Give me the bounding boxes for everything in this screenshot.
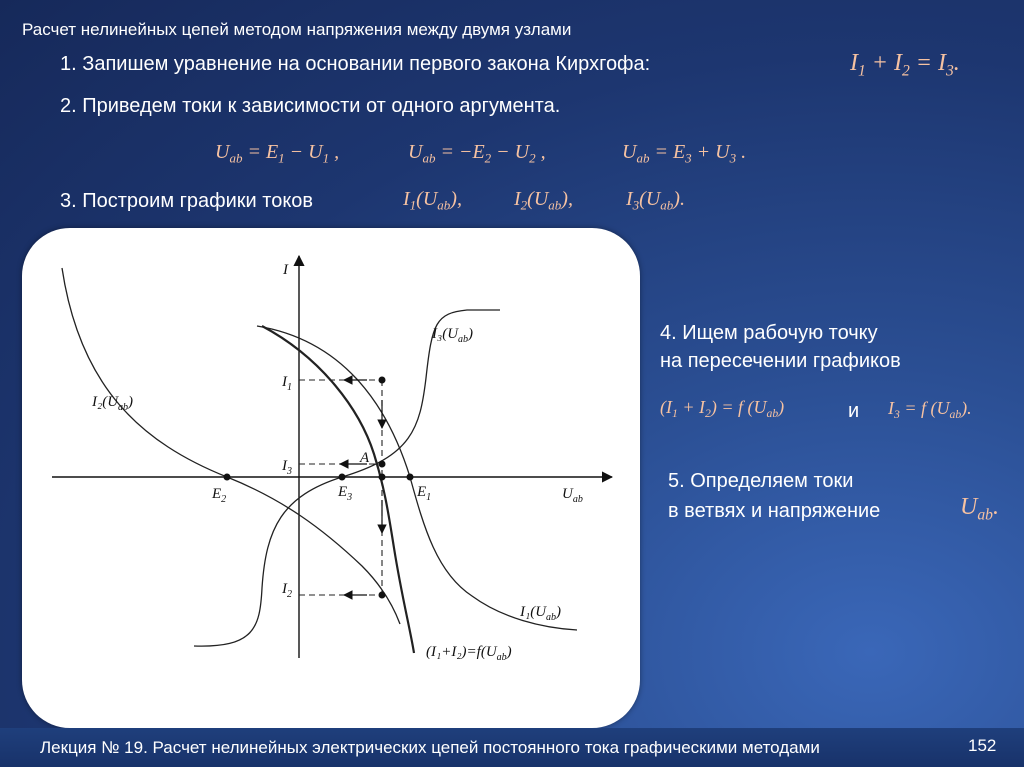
- formula-u2: $U_{ab} = -E_2 - U_2$ ,: [408, 141, 546, 166]
- formula-i3-f: $I_3 = f$ $(U_{ab})$.: [888, 398, 972, 422]
- label-e3: $E_3$: [338, 484, 353, 503]
- page-number: 152: [968, 736, 997, 755]
- slide-title: Расчет нелинейных цепей методом напряжения между двумя узлами: [22, 20, 572, 39]
- formula-i1: $I_1(U_{ab})$,: [403, 188, 462, 213]
- graph-panel: [22, 228, 640, 728]
- point-e1: [407, 474, 414, 481]
- current-graph: [22, 228, 640, 728]
- formula-u1: $U_{ab} = E_1 - U_1$ ,: [215, 141, 340, 166]
- formula-u3: $U_{ab} = E_3 + U_3$ .: [622, 141, 747, 166]
- label-i3: $I_3$: [282, 458, 292, 477]
- x-axis-label: $U_{ab}$: [562, 486, 583, 505]
- label-e2: $E_2$: [212, 486, 227, 505]
- step-2: 2. Приведем токи к зависимости от одного аргумента.: [60, 95, 561, 117]
- footer-text: Лекция № 19. Расчет нелинейных электрических цепей постоянного тока графическими методами: [40, 738, 820, 757]
- label-curve-i2: $I_2(U_{ab})$: [92, 394, 134, 413]
- curve-i1: [257, 326, 577, 630]
- label-curve-i3: $I_3(U_{ab})$: [432, 326, 474, 345]
- step-5-line2: в ветвях и напряжение: [668, 500, 881, 522]
- step-4-and: и: [848, 400, 860, 422]
- curve-i3: [194, 310, 500, 646]
- label-a: A: [360, 450, 370, 466]
- label-curve-i1: $I_1(U_{ab})$: [520, 604, 562, 623]
- label-curve-sum: $(I_1+I_2)=f(U_{ab})$: [426, 644, 512, 663]
- y-axis-label: I: [283, 262, 288, 278]
- formula-uab: $U_{ab}$.: [960, 494, 999, 524]
- formula-sum: $(I_1 + I_2) = f$ $(U_{ab})$: [660, 397, 785, 421]
- label-e1: $E_1$: [417, 484, 432, 503]
- point-e3: [339, 474, 346, 481]
- step-4-line2: на пересечении графиков: [660, 350, 901, 372]
- label-i2: $I_2$: [282, 581, 292, 600]
- label-i1: $I_1$: [282, 374, 292, 393]
- step-5-line1: 5. Определяем токи: [668, 470, 854, 492]
- kirchhoff-formula: $I_1 + I_2 = I_3$.: [850, 50, 960, 80]
- point-e2: [224, 474, 231, 481]
- step-4-line1: 4. Ищем рабочую точку: [660, 322, 878, 344]
- step-3: 3. Построим графики токов: [60, 190, 314, 212]
- formula-i3: $I_3(U_{ab})$.: [626, 188, 685, 213]
- formula-i2: $I_2(U_{ab})$,: [514, 188, 573, 213]
- point-a: [379, 461, 386, 468]
- step-1: 1. Запишем уравнение на основании первого закона Кирхгофа:: [60, 53, 651, 75]
- curve-i2: [62, 268, 400, 624]
